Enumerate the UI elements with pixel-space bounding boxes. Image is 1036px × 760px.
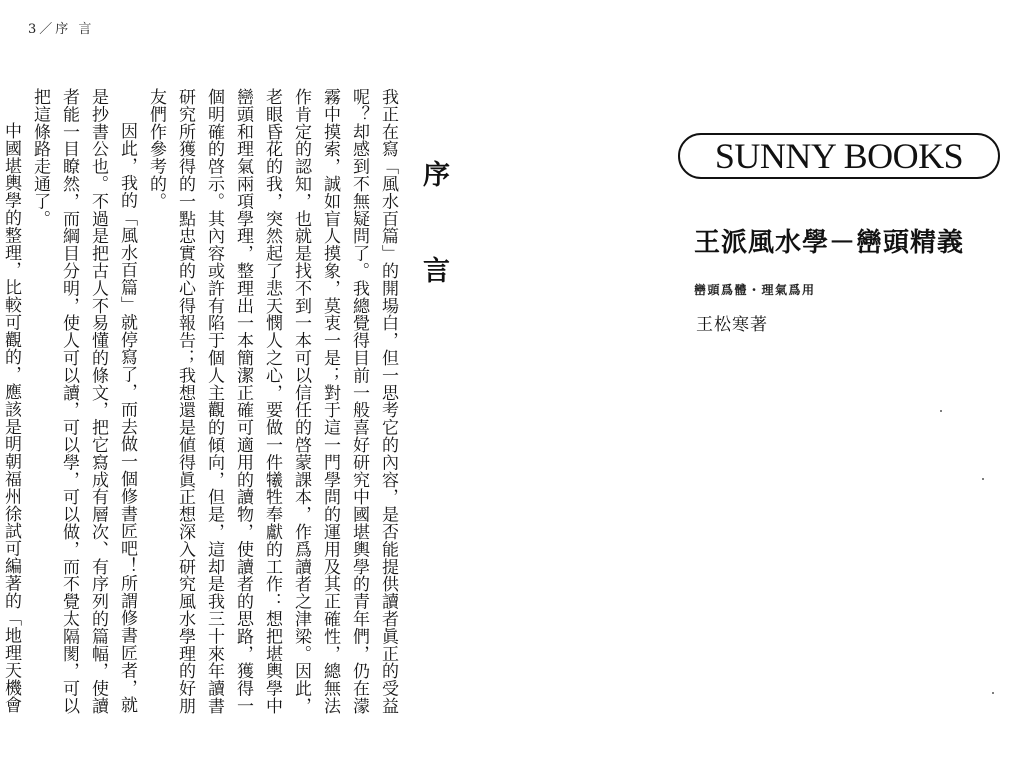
book-author: 王松寒著 bbox=[696, 315, 768, 335]
scan-speck bbox=[982, 478, 984, 480]
right-page bbox=[600, 0, 1036, 760]
book-subtitle: 巒頭爲體・理氣爲用 bbox=[694, 283, 816, 297]
preface-paragraph-3: 中國堪輿學的整理，比較可觀的，應該是明朝福州徐試可編著的「地理天機會 bbox=[1, 122, 21, 714]
preface-paragraph-1: 我正在寫「風水百篇」的開場白，但一思考它的內容，是否能提供讀者眞正的受益呢？却感到不無疑問了。我總覺得目前一般喜好研究中國堪輿學的青年們，仍在濛霧中摸索，誠如盲人摸象，莫衷一是；對于這一門學問的運用及其正確性，總無法作肯定的認知，也就是找不到一本可以信任的啓蒙課本，作爲讀者之津梁。因此，老眼昏花的我，突然起了悲天憫人之心，要做一件犧牲奉獻的工作：想把堪輿學中巒頭和理氣兩項學理，整理出一本簡潔正確可適用的讀物，使讀者的思路，獲得一個明確的啓示。其內容或許有陷于個人主觀的傾向，但是，這却是我三十來年讀書研究所獲得的一點忠實的心得報告；我想還是値得眞正想深入研究風水學理的好朋友們作參考的。 bbox=[146, 88, 398, 715]
scan-speck bbox=[992, 692, 994, 694]
preface-body bbox=[1, 88, 402, 728]
publisher-logo bbox=[678, 133, 1000, 179]
preface-paragraph-2: 因此，我的「風水百篇」就停寫了，而去做一個修書匠吧！所謂修書匠者，就是抄書公也。不過是把古人不易懂的條文，把它寫成有層次、有序列的篇幅，使讀者能一目瞭然，而綱目分明，使人可以讀，可以學，可以做，而不覺太隔閡，可以把這條路走通了。 bbox=[30, 88, 137, 715]
book-title: 王派風水學－巒頭精義 bbox=[694, 228, 965, 258]
page-number: 3／序 言 bbox=[28, 22, 95, 37]
scan-speck bbox=[940, 410, 942, 412]
section-title: 序 言 bbox=[418, 160, 449, 314]
publisher-logo-text: SUNNY BOOKS bbox=[714, 136, 964, 176]
